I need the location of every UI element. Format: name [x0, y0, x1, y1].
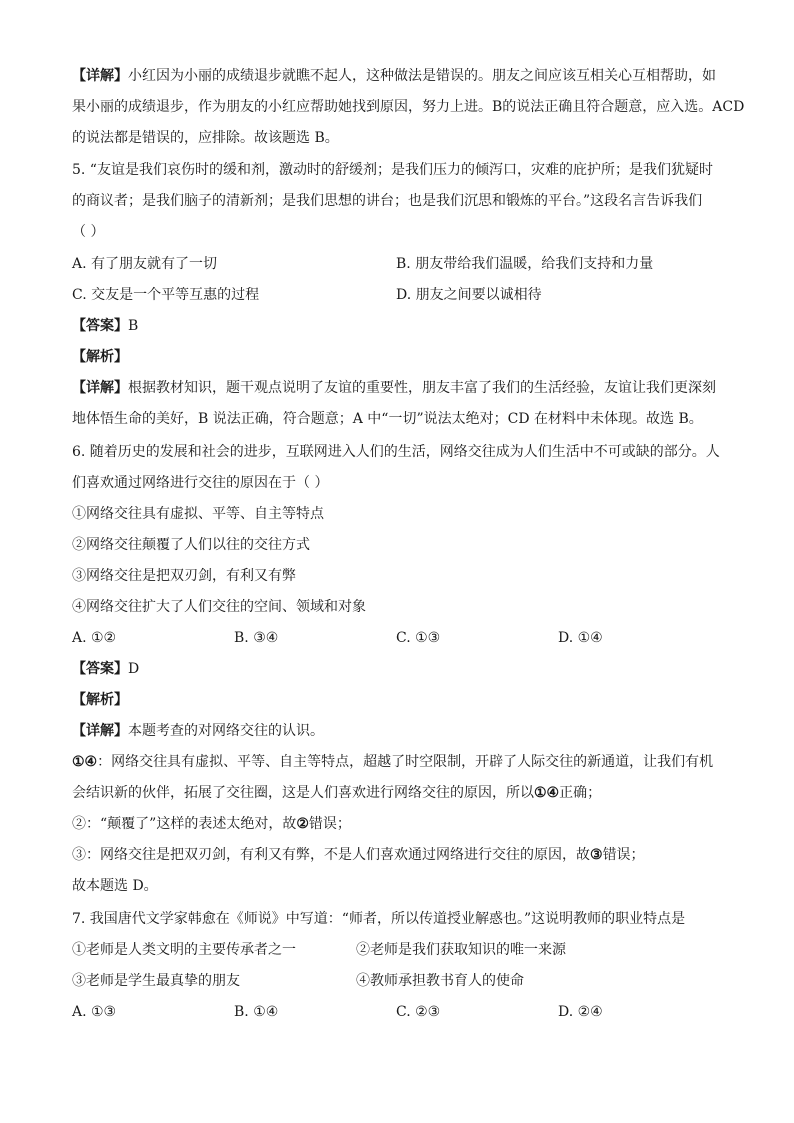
q6-option-a: A. ①② [72, 630, 117, 646]
q5-analysis-tag: 【解析】 [72, 349, 128, 365]
q5-detail-line-1: 【详解】根据教材知识，题干观点说明了友谊的重要性，朋友丰富了我们的生活经验，友谊让我们更深刻 [72, 380, 716, 396]
q7-item-2: ②老师是我们获取知识的唯一来源 [356, 942, 566, 958]
q6-item-1: ①网络交往具有虚拟、平等、自主等特点 [72, 506, 324, 522]
q7-stem: 7. 我国唐代文学家韩愈在《师说》中写道：“师者，所以传道授业解惑也。”这说明教师的职业特点是 [72, 911, 686, 927]
q5-stem-line-2: 的商议者；是我们脑子的清新剂；是我们思想的讲台；也是我们沉思和锻炼的平台。”这段名言告诉我们 [72, 193, 703, 209]
q5-option-d: D. 朋友之间要以诚相待 [396, 287, 542, 303]
q7-option-c: C. ②③ [396, 1004, 441, 1020]
q6-option-c: C. ①③ [396, 630, 441, 646]
q6-point-1-line-2: 会结识新的伙伴，拓展了交往圈，这是人们喜欢进行网络交往的原因，所以①④正确； [72, 785, 602, 801]
q5-stem-line-3: （ ） [72, 224, 105, 240]
q5-detail-line-2: 地体悟生命的美好，B 说法正确，符合题意；A 中“一切”说法太绝对；CD 在材料中未体现。故选 B。 [72, 411, 703, 427]
q4-detail-line-1: 【详解】小红因为小丽的成绩退步就瞧不起人，这种做法是错误的。朋友之间应该互相关心互相帮助，如 [72, 68, 716, 84]
q6-stem-line-1: 6. 随着历史的发展和社会的进步，互联网进入人们的生活，网络交往成为人们生活中不可或缺的部分。人 [72, 444, 720, 460]
q6-point-1-line-1: ①④：网络交往具有虚拟、平等、自主等特点，超越了时空限制，开辟了人际交往的新通道，让我们有机 [72, 754, 714, 770]
q6-option-d: D. ①④ [558, 630, 603, 646]
q4-detail-line-2: 果小丽的成绩退步，作为朋友的小红应帮助她找到原因，努力上进。B的说法正确且符合题意，应入选。ACD [72, 99, 745, 115]
detail-tag: 【详解】 [72, 68, 128, 84]
q6-stem-line-2: 们喜欢通过网络进行交往的原因在于（ ） [72, 475, 329, 491]
q6-point-3: ③：网络交往是把双刃剑，有利又有弊，不是人们喜欢通过网络进行交往的原因，故③错误； [72, 847, 645, 863]
q5-option-a: A. 有了朋友就有了一切 [72, 256, 218, 272]
q5-option-c: C. 交友是一个平等互惠的过程 [72, 287, 260, 303]
q6-conclusion: 故本题选 D。 [72, 878, 158, 894]
q5-stem-line-1: 5. “友谊是我们哀伤时的缓和剂，激动时的舒缓剂；是我们压力的倾泻口，灾难的庇护所；是我们犹疑时 [72, 162, 713, 178]
q6-item-2: ②网络交往颠覆了人们以往的交往方式 [72, 537, 310, 553]
q5-option-b: B. 朋友带给我们温暖，给我们支持和力量 [396, 256, 654, 272]
q7-option-b: B. ①④ [234, 1004, 279, 1020]
q6-item-4: ④网络交往扩大了人们交往的空间、领域和对象 [72, 599, 366, 615]
q7-option-a: A. ①③ [72, 1004, 117, 1020]
q6-option-b: B. ③④ [234, 630, 279, 646]
q6-answer: 【答案】D [72, 661, 140, 677]
q7-item-3: ③老师是学生最真挚的朋友 [72, 973, 240, 989]
q6-item-3: ③网络交往是把双刃剑，有利又有弊 [72, 568, 296, 584]
q5-answer: 【答案】B [72, 318, 139, 334]
q6-point-2: ②：“颠覆了”这样的表述太绝对，故②错误； [72, 816, 351, 832]
q7-item-4: ④教师承担教书育人的使命 [356, 973, 524, 989]
q7-option-d: D. ②④ [558, 1004, 603, 1020]
q6-analysis-tag: 【解析】 [72, 692, 128, 708]
q6-detail-intro: 【详解】本题考查的对网络交往的认识。 [72, 723, 324, 739]
q7-item-1: ①老师是人类文明的主要传承者之一 [72, 942, 296, 958]
q4-detail-line-3: 的说法都是错误的，应排除。故该题选 B。 [72, 130, 339, 146]
